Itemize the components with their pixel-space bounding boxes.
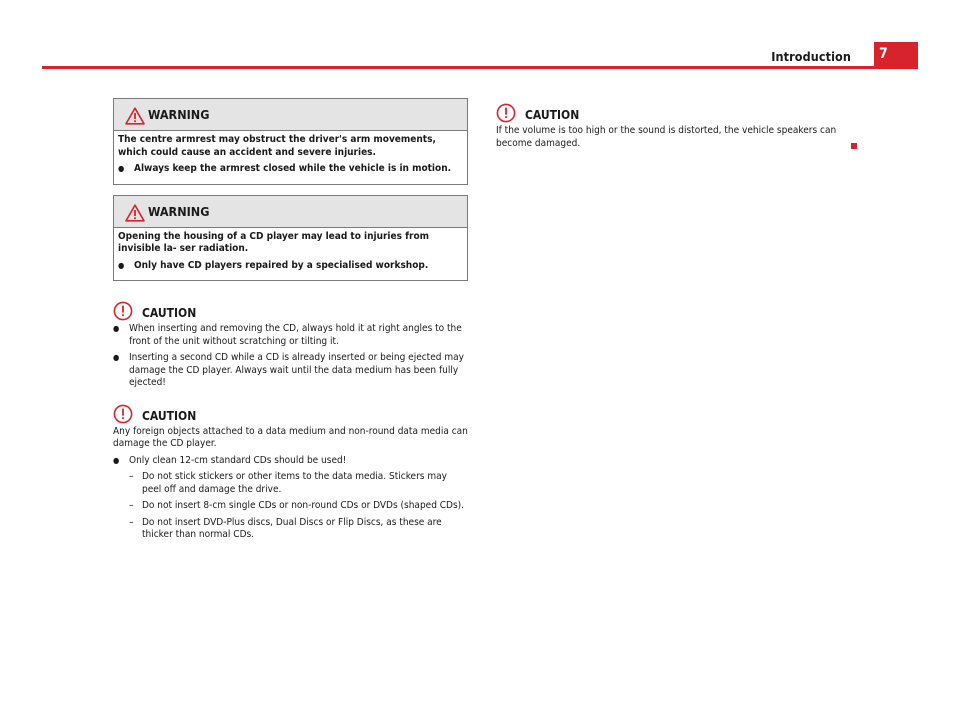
caution-title: CAUTION — [142, 408, 197, 423]
caution-bullet: ● When inserting and removing the CD, always hold it at right angles to the front of the unit without scratching or tilting it. — [113, 323, 468, 348]
warning-box — [113, 195, 468, 282]
caution-block — [113, 301, 468, 390]
caution-bullet: ● Inserting a second CD while a CD is already inserted or being ejected may damage the CD player. Always wait until the data medium has been fully ejected! — [113, 352, 468, 390]
left-column — [113, 98, 468, 546]
caution-block — [496, 103, 849, 150]
warning-bullet: ● Always keep the armrest closed while the vehicle is in motion. — [118, 163, 462, 176]
warning-box — [113, 98, 468, 185]
warning-body — [114, 228, 467, 281]
section-title: Introduction — [771, 49, 851, 64]
warning-bullet: ● Only have CD players repaired by a specialised workshop. — [118, 260, 462, 273]
warning-header — [114, 196, 467, 228]
warning-header — [114, 99, 467, 131]
caution-bullet: ● Only clean 12-cm standard CDs should be used! — [113, 455, 468, 468]
caution-header — [496, 103, 849, 125]
page-number: 7 — [874, 42, 918, 69]
warning-title: WARNING — [148, 203, 210, 219]
section-end-marker — [851, 143, 857, 149]
caution-intro: Any foreign objects attached to a data medium and non-round data media can damage the CD player. — [113, 425, 468, 449]
warning-triangle-icon — [125, 204, 145, 222]
warning-text: Opening the housing of a CD player may lead to injuries from invisible la- ser radiation. — [118, 230, 430, 254]
caution-header — [113, 404, 468, 426]
caution-circle-icon — [113, 301, 133, 321]
caution-dash-item: – Do not insert 8-cm single CDs or non-round CDs or DVDs (shaped CDs). — [113, 500, 468, 513]
caution-header — [113, 301, 468, 323]
warning-title: WARNING — [148, 107, 210, 122]
caution-circle-icon — [496, 103, 516, 123]
warning-body — [114, 131, 467, 184]
caution-title: CAUTION — [142, 306, 197, 320]
warning-text: The centre armrest may obstruct the driver's arm movements, which could cause an accident and severe injuries. — [118, 134, 436, 158]
right-column — [496, 103, 849, 154]
caution-dash-item: – Do not stick stickers or other items to the data media. Stickers may peel off and damage the drive. — [113, 471, 468, 496]
caution-title: CAUTION — [525, 108, 580, 122]
caution-dash-item: – Do not insert DVD-Plus discs, Dual Discs or Flip Discs, as these are thicker than normal CDs. — [113, 517, 468, 542]
caution-block — [113, 404, 468, 542]
header-rule — [42, 66, 918, 69]
caution-text: If the volume is too high or the sound is distorted, the vehicle speakers can become damaged. — [496, 125, 837, 149]
caution-circle-icon — [113, 404, 133, 424]
warning-triangle-icon — [125, 107, 145, 125]
